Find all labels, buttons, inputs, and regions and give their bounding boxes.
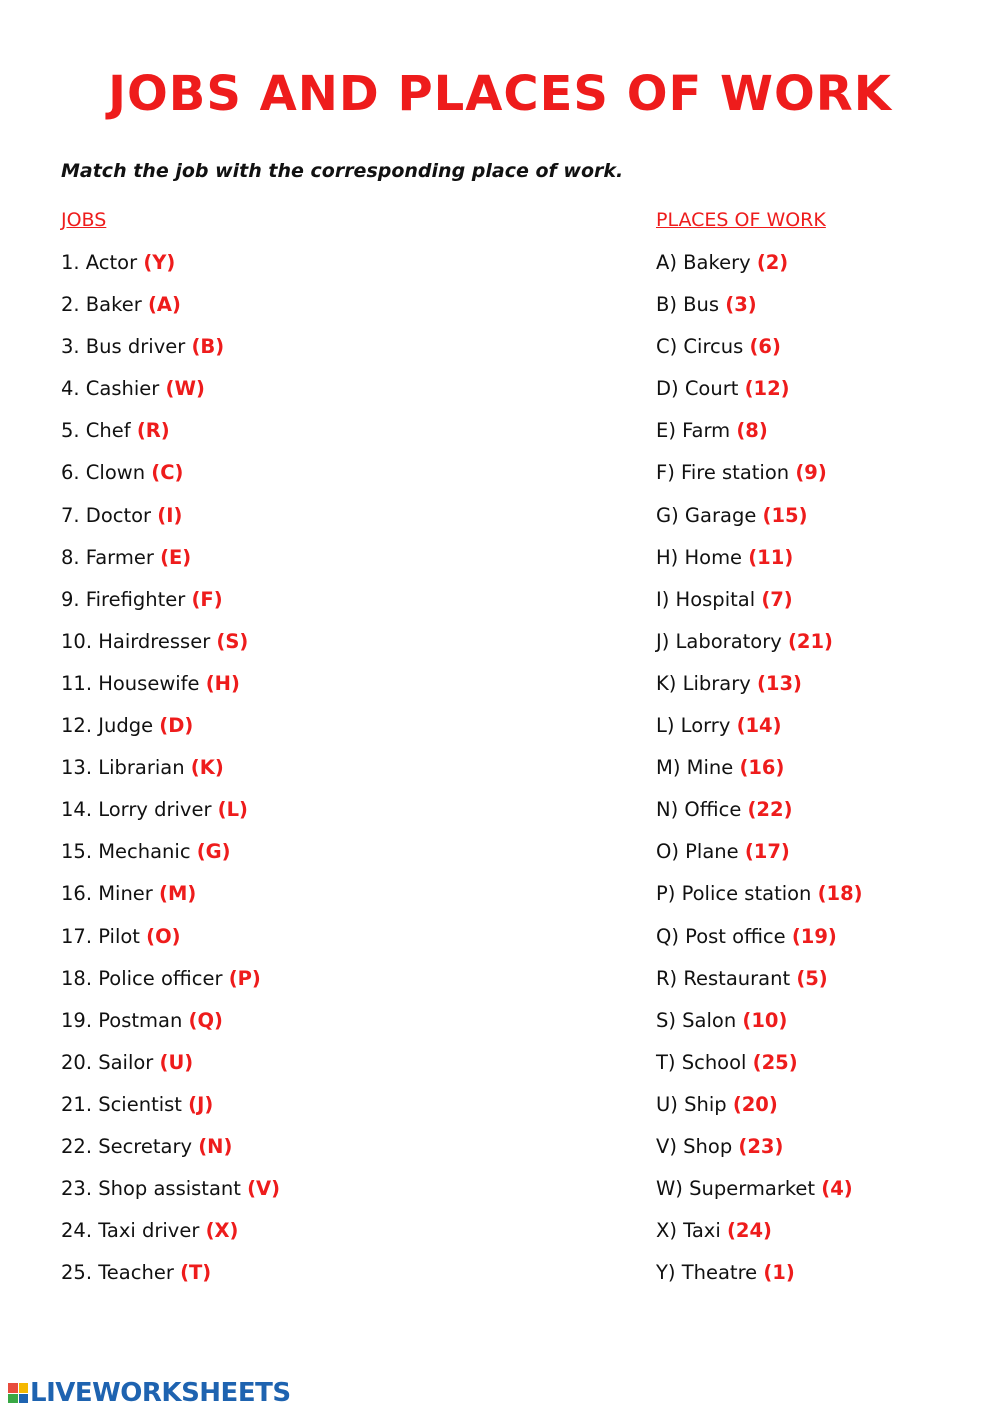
place-label: U) Ship [656, 1092, 727, 1116]
job-label: 3. Bus driver [61, 335, 186, 359]
place-answer: (20) [732, 1092, 778, 1116]
job-answer: (R) [136, 419, 170, 443]
place-label: G) Garage [656, 503, 757, 527]
place-label: H) Home [656, 545, 743, 569]
place-item [656, 1000, 863, 1042]
job-label: 23. Shop assistant [61, 1177, 241, 1201]
place-answer: (24) [726, 1219, 772, 1243]
place-label: B) Bus [656, 293, 720, 317]
job-label: 14. Lorry driver [61, 798, 212, 822]
job-item [61, 916, 280, 958]
job-answer: (G) [196, 840, 231, 864]
place-answer: (23) [738, 1134, 784, 1158]
place-answer: (14) [736, 714, 782, 738]
place-answer: (25) [752, 1050, 798, 1074]
job-label: 16. Miner [61, 882, 153, 906]
job-answer: (B) [191, 335, 225, 359]
place-label: K) Library [656, 671, 751, 695]
place-answer: (13) [756, 671, 802, 695]
job-item [61, 368, 280, 410]
job-label: 2. Baker [61, 293, 142, 317]
job-item [61, 958, 280, 1000]
job-item [61, 242, 280, 284]
place-item [656, 410, 863, 452]
place-label: N) Office [656, 798, 742, 822]
place-answer: (4) [821, 1177, 853, 1201]
job-label: 12. Judge [61, 714, 154, 738]
job-item [61, 495, 280, 537]
place-answer: (8) [736, 419, 768, 443]
jobs-list [61, 242, 280, 1294]
place-answer: (15) [762, 503, 808, 527]
place-label: C) Circus [656, 335, 744, 359]
job-answer: (F) [191, 587, 223, 611]
place-item [656, 747, 863, 789]
place-item [656, 958, 863, 1000]
job-item [61, 1126, 280, 1168]
place-answer: (3) [725, 293, 757, 317]
job-label: 7. Doctor [61, 503, 152, 527]
job-label: 20. Sailor [61, 1050, 154, 1074]
place-item [656, 1210, 863, 1252]
place-label: V) Shop [656, 1134, 733, 1158]
job-label: 8. Farmer [61, 545, 154, 569]
place-answer: (2) [756, 251, 789, 274]
job-label: 22. Secretary [61, 1134, 193, 1158]
job-item [61, 1000, 280, 1042]
place-label: O) Plane [656, 840, 739, 864]
job-answer: (H) [205, 671, 240, 695]
job-label: 25. Teacher [61, 1261, 174, 1285]
place-item [656, 452, 863, 494]
place-item [656, 873, 863, 915]
place-answer: (6) [749, 335, 781, 359]
job-label: 9. Firefighter [61, 587, 186, 611]
place-item [656, 705, 863, 747]
place-answer: (19) [791, 924, 837, 948]
place-label: Q) Post office [656, 924, 786, 948]
place-answer: (21) [787, 629, 833, 653]
place-answer: (18) [817, 882, 863, 906]
job-answer: (I) [157, 503, 183, 527]
job-answer: (Y) [143, 251, 176, 274]
job-answer: (P) [228, 966, 261, 990]
job-item [61, 1042, 280, 1084]
job-answer: (A) [147, 293, 181, 317]
job-answer: (C) [151, 461, 184, 485]
place-item [656, 1126, 863, 1168]
job-answer: (O) [146, 924, 181, 948]
job-item [61, 705, 280, 747]
footer-brand-text: LIVEWORKSHEETS [30, 1378, 291, 1408]
place-item [656, 789, 863, 831]
job-item [61, 663, 280, 705]
place-answer: (16) [739, 756, 785, 780]
place-item [656, 579, 863, 621]
job-answer: (J) [188, 1092, 214, 1116]
place-label: I) Hospital [656, 587, 756, 611]
job-answer: (U) [159, 1050, 194, 1074]
place-label: M) Mine [656, 756, 734, 780]
job-item [61, 831, 280, 873]
job-item [61, 1210, 280, 1252]
job-answer: (S) [216, 629, 249, 653]
place-label: R) Restaurant [656, 966, 791, 990]
job-label: 11. Housewife [61, 671, 200, 695]
job-label: 15. Mechanic [61, 840, 191, 864]
place-label: X) Taxi [656, 1219, 721, 1243]
place-item [656, 663, 863, 705]
place-item [656, 916, 863, 958]
place-label: J) Laboratory [656, 629, 782, 653]
job-label: 18. Police officer [61, 966, 223, 990]
places-list [656, 242, 863, 1294]
place-answer: (17) [744, 840, 790, 864]
job-answer: (K) [190, 756, 224, 780]
place-label: F) Fire station [656, 461, 790, 485]
place-label: T) School [656, 1050, 747, 1074]
place-item [656, 326, 863, 368]
place-label: A) Bakery [656, 251, 751, 274]
job-label: 4. Cashier [61, 377, 160, 401]
place-item [656, 1042, 863, 1084]
jobs-heading: JOBS [61, 209, 107, 231]
job-label: 10. Hairdresser [61, 629, 211, 653]
place-answer: (12) [744, 377, 790, 401]
job-answer: (D) [159, 714, 194, 738]
place-item [656, 368, 863, 410]
place-item [656, 1084, 863, 1126]
job-item [61, 621, 280, 663]
job-item [61, 326, 280, 368]
job-item [61, 1168, 280, 1210]
place-item [656, 1168, 863, 1210]
place-item [656, 242, 863, 284]
place-item [656, 831, 863, 873]
job-item [61, 452, 280, 494]
job-label: 21. Scientist [61, 1092, 182, 1116]
liveworksheets-logo-icon [8, 1383, 28, 1403]
place-item [656, 537, 863, 579]
place-answer: (10) [742, 1008, 788, 1032]
job-item [61, 1252, 280, 1294]
job-label: 13. Librarian [61, 756, 185, 780]
job-answer: (L) [217, 798, 248, 822]
job-label: 1. Actor [61, 251, 138, 274]
place-label: E) Farm [656, 419, 731, 443]
job-item [61, 1084, 280, 1126]
job-label: 6. Clown [61, 461, 146, 485]
place-answer: (11) [748, 545, 794, 569]
job-label: 5. Chef [61, 419, 131, 443]
job-item [61, 579, 280, 621]
place-label: P) Police station [656, 882, 812, 906]
place-answer: (22) [747, 798, 793, 822]
place-item [656, 284, 863, 326]
place-label: L) Lorry [656, 714, 731, 738]
place-answer: (1) [763, 1261, 795, 1285]
job-item [61, 747, 280, 789]
place-item [656, 621, 863, 663]
job-answer: (Q) [188, 1008, 223, 1032]
job-label: 17. Pilot [61, 924, 140, 948]
job-item [61, 410, 280, 452]
place-label: D) Court [656, 377, 739, 401]
job-answer: (N) [198, 1134, 233, 1158]
page-title: JOBS AND PLACES OF WORK [108, 66, 892, 122]
job-answer: (W) [165, 377, 205, 401]
job-answer: (X) [205, 1219, 239, 1243]
job-answer: (E) [160, 545, 192, 569]
footer-brand [8, 1378, 291, 1408]
job-item [61, 789, 280, 831]
place-label: Y) Theatre [656, 1261, 758, 1285]
place-answer: (5) [796, 966, 828, 990]
place-item [656, 495, 863, 537]
instruction-text: Match the job with the corresponding place of work. [61, 160, 624, 182]
job-answer: (M) [159, 882, 197, 906]
job-label: 24. Taxi driver [61, 1219, 200, 1243]
job-label: 19. Postman [61, 1008, 183, 1032]
job-answer: (V) [247, 1177, 281, 1201]
job-item [61, 873, 280, 915]
job-item [61, 537, 280, 579]
job-answer: (T) [180, 1261, 212, 1285]
places-heading: PLACES OF WORK [656, 209, 826, 231]
place-label: S) Salon [656, 1008, 737, 1032]
place-label: W) Supermarket [656, 1177, 816, 1201]
job-item [61, 284, 280, 326]
place-item [656, 1252, 863, 1294]
place-answer: (7) [761, 587, 793, 611]
place-answer: (9) [795, 461, 827, 485]
